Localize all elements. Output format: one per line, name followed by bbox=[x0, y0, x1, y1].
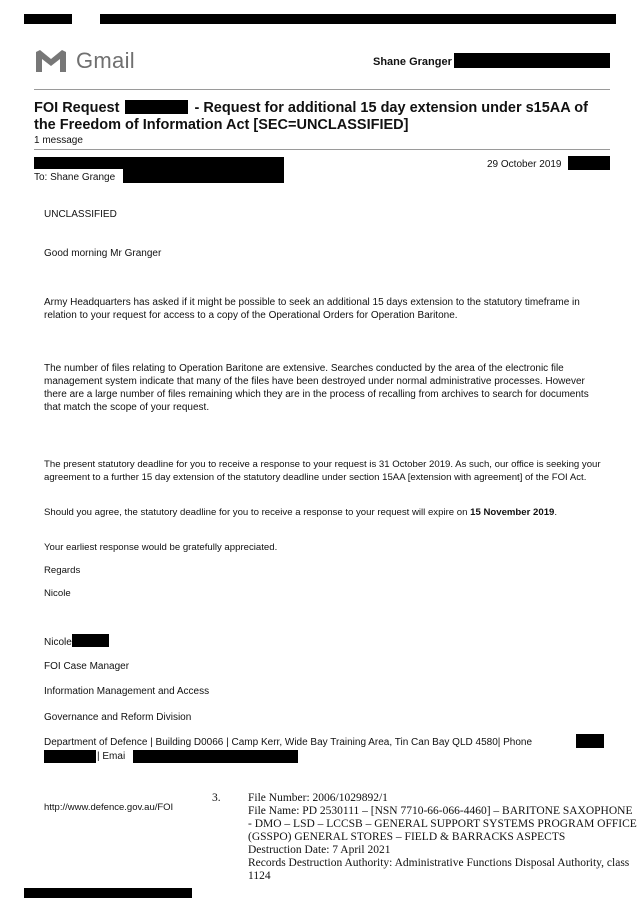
gmail-wordmark: Gmail bbox=[76, 48, 135, 73]
signature-title: FOI Case Manager bbox=[44, 661, 130, 672]
gmail-m-icon bbox=[34, 48, 68, 74]
redaction-sender bbox=[34, 157, 284, 169]
account-user-name: Shane Granger bbox=[373, 56, 452, 68]
paragraph-1: Army Headquarters has asked if it might be possible to seek an additional 15 days extension to the statutory timeframe in relation to your request for access to a copy of the Operational Orders for Operation Baritone. bbox=[44, 297, 580, 321]
redaction-surname bbox=[72, 634, 109, 647]
gmail-logo bbox=[34, 48, 135, 74]
redaction-phone bbox=[576, 734, 604, 748]
footer-url: http://www.defence.gov.au/FOI bbox=[44, 802, 174, 813]
signature-division: Governance and Reform Division bbox=[44, 712, 192, 723]
redaction-bar-top-left bbox=[24, 14, 72, 24]
paragraph-4: Should you agree, the statutory deadline for you to receive a response to your request will expire on 15 November 2019. bbox=[44, 507, 558, 518]
sign-off-name: Nicole bbox=[44, 588, 71, 599]
subject-divider bbox=[34, 149, 610, 150]
paragraph-3: The present statutory deadline for you to receive a response to your request is 31 October 2019. As such, our office is seeking your agreement to a further 15 day extension of the statutory deadline under section 15AA [extension with agreement] of the FOI Act. bbox=[44, 459, 601, 483]
email-subject: FOI Request - Request for additional 15 day extension under s15AA of the Freedom of Information Act [SEC=UNCLASSIFIED] bbox=[34, 100, 588, 133]
redaction-account-email bbox=[454, 53, 610, 68]
signature-email-label: | Emai bbox=[97, 751, 126, 762]
redaction-request-number bbox=[125, 100, 188, 114]
redaction-bar-bottom bbox=[24, 888, 192, 898]
redaction-bar-top-right bbox=[100, 14, 616, 24]
records-annotation: File Number: 2006/1029892/1 File Name: PD 2530111 – [NSN 7710-66-066-4460] – BARITONE SAXOPHONE - DMO – LSD – LCCSB – GENERAL SUPPORT SYSTEMS PROGRAM OFFICE (GSSPO) GENERAL STORES – FIELD & BARRACKS ASPECTS Destruction Date: 7 April 2021 Records Destruction Authority: Administrative Functions Disposal Authority, class 1124 bbox=[248, 792, 637, 882]
paragraph-2: The number of files relating to Operation Baritone are extensive. Searches conducted by the area of the electronic file management system indicate that many of the files have been destroyed under normal administrative processes. However there are a large number of files remaining which they are in the process of recalling from archives to search for documents that match the scope of your request. bbox=[44, 363, 589, 413]
annotation-number: 3. bbox=[212, 792, 221, 804]
message-count: 1 message bbox=[34, 135, 83, 146]
paragraph-5: Your earliest response would be gratefully appreciated. bbox=[44, 542, 278, 553]
email-recipient: To: Shane Grange bbox=[34, 172, 116, 183]
email-date: 29 October 2019 bbox=[487, 159, 562, 170]
header-divider bbox=[34, 89, 610, 90]
redaction-time bbox=[568, 156, 610, 170]
closing: Regards bbox=[44, 565, 81, 576]
redaction-phone-cont bbox=[44, 750, 96, 763]
greeting: Good morning Mr Granger bbox=[44, 248, 162, 259]
classification-label: UNCLASSIFIED bbox=[44, 209, 117, 220]
redaction-email bbox=[133, 750, 298, 763]
signature-address: Department of Defence | Building D0066 | Camp Kerr, Wide Bay Training Area, Tin Can Bay QLD 4580| Phone bbox=[44, 737, 533, 748]
signature-name: Nicole bbox=[44, 634, 604, 649]
signature-branch: Information Management and Access bbox=[44, 686, 210, 697]
redaction-recipient bbox=[123, 169, 284, 183]
